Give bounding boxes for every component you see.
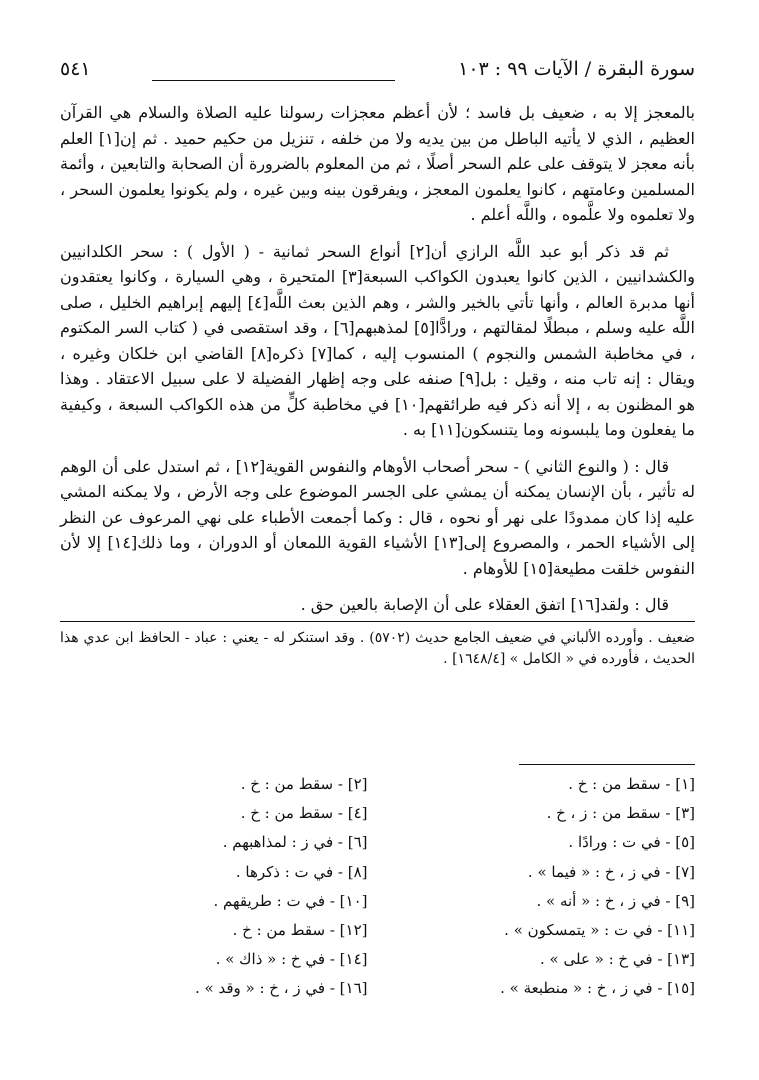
running-title: سورة البقرة / الآيات ٩٩ : ١٠٣ (458, 58, 695, 80)
variant-note: [١] - سقط من : خ . (568, 775, 695, 793)
variant-note: [٥] - في ت : ورادًا . (568, 833, 695, 852)
variant-note: [٨] - في ت : ذكرها . (235, 862, 368, 881)
variant-note: [٤] - سقط من : خ . (240, 804, 368, 823)
variant-readings (60, 770, 695, 1004)
paragraph: ثم قد ذكر أبو عبد اللَّه الرازي أن[٢] أنواع السحر ثمانية - ( الأول ) : سحر الكلدانيين والكشدانيين ، الذين كانوا يعبدون الكواكب السبعة[٣] المتحيرة ، وهي السيارة ، وكانوا يعتقدون أنها مدبرة العالم ، وأنها تأتي بالخير والشر ، وهم الذين بعث اللَّه[٤] إليهم إبراهيم الخليل ، صلى اللَّه عليه وسلم ، مبطلًا لمقالتهم ، ورادًّا[٥] لمذهبهم[٦] ، وقد استقصى في ( كتاب السر المكتوم ، في مخاطبة الشمس والنجوم ) المنسوب إليه ، كما[٧] ذكره[٨] القاضي ابن خلكان وغيره ، ويقال : إنه تاب منه ، وقيل : بل[٩] صنفه على وجه إظهار الفضيلة لا على سبيل الاعتقاد . وهذا هو المظنون به ، إلا أنه ذكر فيه طرائقهم[١٠] في مخاطبة كلٍّ من هذه الكواكب السبعة ، وكيفية ما يفعلون وما يلبسونه وما يتنسكون[١١] به . (60, 241, 696, 439)
variant-note: [١٥] - في ز ، خ : « منطبعة » . (500, 979, 695, 998)
variants-separator (519, 764, 695, 765)
variant-note: [١٢] - سقط من : خ . (232, 921, 368, 940)
variant-note: [١٠] - في ت : طريقهم . (213, 891, 368, 910)
main-text (60, 100, 695, 670)
variant-note: [١٣] - في خ : « على » . (540, 950, 695, 969)
paragraph: قال : ( والنوع الثاني ) - سحر أصحاب الأوهام والنفوس القوية[١٢] ، ثم استدل على أن الوهم له تأثير ، بأن الإنسان يمكنه أن يمشي على الجسر الموضوع على وجه الأرض ، ولا يمكنه المشي عليه إذا كان ممدودًا على نهر أو نحوه ، قال : وكما أجمعت الأطباء على نهي المرعوف عن النظر إلى الأشياء الحمر ، والمصروع إلى[١٣] الأشياء القوية اللمعان أو الدوران ، وما ذلك[١٤] إلا لأن النفوس خلقت مطيعة[١٥] للأوهام . (60, 456, 696, 578)
footnote-separator (60, 621, 695, 622)
variant-note: [١٦] - في ز ، خ : « وقد » . (195, 979, 368, 998)
footnote: ضعيف . وأورده الألباني في ضعيف الجامع حديث (٥٧٠٢) . وقد استنكر له - يعني : عباد - الحافظ ابن عدي هذا الحديث ، فأورده في « الكامل » [١٦٤٨/٤] . (60, 630, 695, 667)
variant-note: [٩] - في ز ، خ : « أنه » . (536, 891, 695, 910)
variant-note: [٣] - سقط من : ز ، خ . (546, 804, 695, 823)
paragraph: قال : ولقد[١٦] اتفق العقلاء على أن الإصابة بالعين حق . (300, 595, 669, 614)
variant-note: [١٤] - في خ : « ذاك » . (215, 950, 368, 969)
header-rule (152, 80, 395, 81)
variant-note: [٢] - سقط من : خ . (240, 775, 368, 793)
variant-note: [١١] - في ت : « يتمسكون » . (504, 921, 695, 940)
variant-note: [٦] - في ز : لمذاهبهم . (222, 833, 368, 852)
page-number: ٥٤١ (60, 58, 91, 80)
paragraph: بالمعجز إلا به ، ضعيف بل فاسد ؛ لأن أعظم معجزات رسولنا عليه الصلاة والسلام هي القرآن العظيم ، الذي لا يأتيه الباطل من بين يديه ولا من خلفه ، تنزيل من حكيم حميد . ثم إن[١] العلم بأنه معجز لا يتوقف على علم السحر أصلًا ، ثم من المعلوم بالضرورة أن الصحابة والتابعين ، وأئمة المسلمين وعامتهم ، كانوا يعلمون المعجز ، ويفرقون بينه وبين غيره ، ولم يكونوا يعلمون السحر ، ولا تعلموه ولا علَّموه ، واللَّه أعلم . (60, 103, 695, 224)
variant-note: [٧] - في ز ، خ : « فيما » . (527, 862, 695, 881)
page-header (60, 58, 695, 86)
